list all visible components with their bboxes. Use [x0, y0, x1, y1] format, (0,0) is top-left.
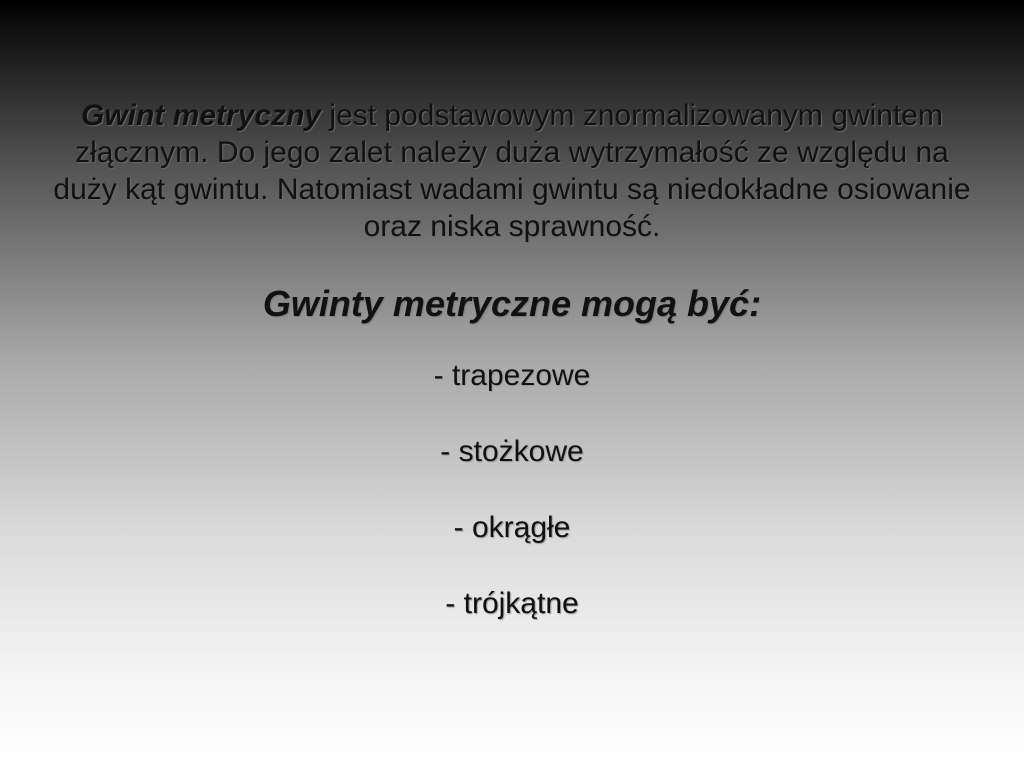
intro-bold-term: Gwint metryczny: [81, 99, 322, 132]
list-item-stozkowe: - stożkowe: [440, 435, 584, 468]
list-item-trapezowe: - trapezowe: [433, 359, 591, 392]
intro-text: jest podstawowym znormalizowanym gwintem złącznym. Do jego zalet należy duża wytrzymałość ze względu na duży kąt gwintu. Natomiast wadami gwintu są niedokładne osiowanie oraz niska sprawność.: [53, 99, 971, 243]
intro-paragraph: [40, 97, 984, 245]
list-item-trojkatne: - trójkątne: [445, 587, 579, 620]
thread-types-list: [0, 357, 1024, 661]
list-item-okragle: - okrągłe: [453, 511, 571, 544]
slide-subtitle: Gwinty metryczne mogą być:: [262, 283, 762, 324]
